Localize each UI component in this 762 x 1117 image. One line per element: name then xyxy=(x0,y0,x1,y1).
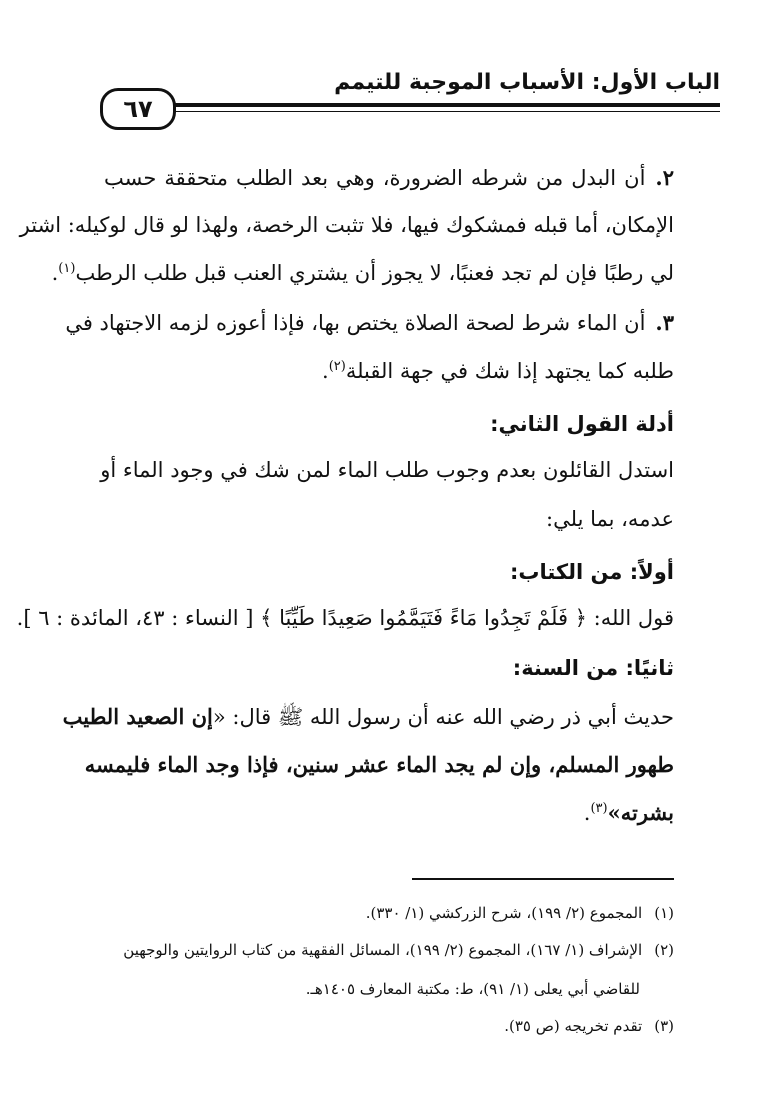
paragraph-3-line-2: طلبه كما يجتهد إذا شك في جهة القبلة$^{(٢)}$. xyxy=(322,359,674,383)
hadith-text: إن الصعيد الطيب xyxy=(62,704,213,729)
footnote-ref[interactable]: (٢) xyxy=(328,359,346,374)
footnote-2-continued xyxy=(88,978,640,1000)
section-heading-book: أولاً: من الكتاب: xyxy=(509,560,674,584)
paragraph-text: عدمه، بما يلي: xyxy=(546,507,674,531)
footnote-separator xyxy=(412,878,674,880)
paragraph-2-line-3: لي رطبًا فإن لم تجد فعنبًا، لا يجوز أن يشتري العنب قبل طلب الرطب$^{(١)}$. xyxy=(51,261,674,285)
paragraph-text: أن الماء شرط لصحة الصلاة يختص بها، فإذا أعوزه لزمه الاجتهاد في xyxy=(65,311,646,335)
footnote-number: (١) xyxy=(654,904,674,922)
header-rule-thin xyxy=(160,111,720,112)
footnote-text: المجموع (٢/ ١٩٩)، شرح الزركشي (١/ ٣٣٠). xyxy=(365,904,643,922)
list-number: ٢. xyxy=(655,165,674,190)
footnote-3 xyxy=(88,1015,674,1037)
footnote-text: للقاضي أبي يعلى (١/ ٩١)، ط: مكتبة المعارف ١٤٠٥هـ. xyxy=(305,980,640,998)
footnote-1 xyxy=(88,902,674,924)
paragraph-text: أن البدل من شرطه الضرورة، وهي بعد الطلب متحققة حسب xyxy=(104,166,646,190)
section-heading-second-opinion: أدلة القول الثاني: xyxy=(490,412,674,436)
footnote-ref[interactable]: (١) xyxy=(58,261,76,276)
quran-citation-line xyxy=(16,603,674,633)
footnote-text: الإشراف (١/ ١٦٧)، المجموع (٢/ ١٩٩)، المسائل الفقهية من كتاب الروايتين والوجهين xyxy=(123,941,643,959)
footnote-number: (٢) xyxy=(654,941,674,959)
footnote-2 xyxy=(88,939,674,961)
header-rule xyxy=(160,103,720,107)
paragraph-text: لي رطبًا فإن لم تجد فعنبًا، لا يجوز أن يشتري العنب قبل طلب الرطب xyxy=(75,261,674,285)
quran-citation: قول الله: ﴿ فَلَمْ تَجِدُوا مَاءً فَتَيَمَّمُوا صَعِيدًا طَيِّبًا ﴾ [ النساء : ٤٣، المائدة : ٦ ]. xyxy=(16,606,674,630)
hadith-line-1 xyxy=(62,702,674,732)
paragraph-2-line-2 xyxy=(19,210,674,240)
page-number-badge xyxy=(100,88,176,130)
chapter-title: الباب الأول: الأسباب الموجبة للتيمم xyxy=(334,70,720,95)
hadith-text: بشرته» xyxy=(607,800,674,825)
paragraph-3-line-1 xyxy=(65,308,674,338)
paragraph-text: حديث أبي ذر رضي الله عنه أن رسول الله ﷺ قال: « xyxy=(212,705,674,729)
page-number: ٦٧ xyxy=(123,95,153,123)
hadith-line-2 xyxy=(84,750,674,780)
section-heading-sunnah: ثانيًا: من السنة: xyxy=(512,656,674,680)
list-number: ٣. xyxy=(655,310,674,335)
hadith-text: طهور المسلم، وإن لم يجد الماء عشر سنين، فإذا وجد الماء فليمسه xyxy=(84,752,674,777)
hadith-line-3: بشرته»$^{(٣)}$. xyxy=(583,800,674,825)
paragraph-text: استدل القائلون بعدم وجوب طلب الماء لمن شك في وجود الماء أو xyxy=(100,458,674,482)
paragraph-4-line-1 xyxy=(100,455,674,485)
paragraph-text: الإمكان، أما قبله فمشكوك فيها، فلا تثبت الرخصة، ولهذا لو قال لوكيله: اشتر xyxy=(19,213,674,237)
paragraph-4-line-2 xyxy=(104,504,674,534)
footnote-ref[interactable]: (٣) xyxy=(590,801,608,816)
footnote-number: (٣) xyxy=(654,1017,674,1035)
paragraph-text: طلبه كما يجتهد إذا شك في جهة القبلة xyxy=(345,359,674,383)
footnote-text: تقدم تخريجه (ص ٣٥). xyxy=(504,1017,643,1035)
paragraph-2-line-1 xyxy=(104,163,674,193)
